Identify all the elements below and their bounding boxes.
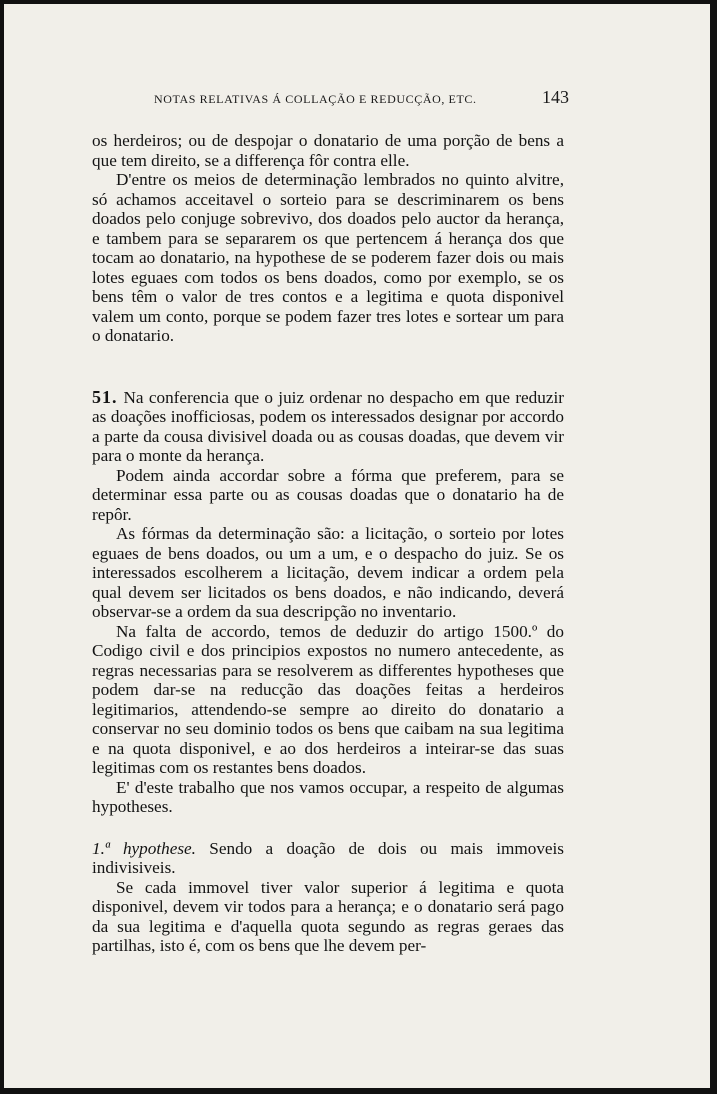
paragraph: D'entre os meios de determinação lembrados no quinto alvitre, só achamos acceitavel o sorteio para se descriminarem os bens doados pelo conjuge sobrevivo, dos doados pelo auctor da herança, e tambem para se separarem os que pertencem á herança dos que tocam ao donatario, na hypothese de se poderem fazer dois ou mais lotes eguaes com todos os bens doados, como por exemplo, se os bens têm o valor de tres contos e a legitima e quota disponivel valem um conto, porque se podem fazer tres lotes e sortear um para o donatario. [92,170,564,345]
paragraph: As fórmas da determinação são: a licitação, o sorteio por lotes eguaes de bens doados, ou um a um, e o despacho do juiz. Se os interessados escolherem a licitação, devem indicar a ordem pela qual devem ser licitados os bens doados, e não indicando, deverá observar-se a ordem da sua descripção no inventario. [92,524,564,621]
hypothesis-gap [92,817,564,839]
paragraph: Se cada immovel tiver valor superior á legitima e quota disponivel, devem vir todos para a herança; e o donatario será pago da sua legitima e d'aquella quota segundo as regras geraes das partilhas, isto é, com os bens que lhe devem per- [92,877,564,955]
hypothesis-heading-paragraph [92,839,564,878]
paragraph: Podem ainda accordar sobre a fórma que preferem, para se determinar essa parte ou as cousas doadas que o donatario ha de repôr. [92,465,564,524]
hypothesis-label: 1.ª hypothese. [92,838,196,858]
section-51-first-paragraph [92,388,564,466]
section-gap [92,346,564,388]
page-header [154,87,569,107]
paragraph-text: Na conferencia que o juiz ordenar no despacho em que reduzir as doações inofficiosas, podem os interessados designar por accordo a parte da cousa divisivel doada ou as cousas doadas, que devem vir para o monte da herança. [92,387,564,465]
paragraph: Na falta de accordo, temos de deduzir do artigo 1500.º do Codigo civil e dos principios expostos no numero antecedente, as regras necessarias para se resolverem as differentes hypotheses que podem dar-se na reducção das doações feitas a herdeiros legitimarios, attendendo-se sempre ao direito do donatario a conservar no seu dominio todos os bens que caibam na sua legitima e na quota disponivel, e ao dos herdeiros a inteirar-se das suas legitimas com os restantes bens doados. [92,621,564,777]
body-text [92,131,564,956]
page-number: 143 [542,87,569,107]
book-page [4,4,710,1088]
paragraph-text: Sendo a doação de dois ou mais immoveis indivisiveis. [92,838,565,877]
paragraph-continued: os herdeiros; ou de despojar o donatario de uma porção de bens a que tem direito, se a differença fôr contra elle. [92,131,564,170]
running-title: NOTAS RELATIVAS Á COLLAÇÃO E REDUCÇÃO, ETC. [154,92,477,106]
paragraph: E' d'este trabalho que nos vamos occupar, a respeito de algumas hypotheses. [92,777,564,816]
section-number: 51. [92,386,118,407]
